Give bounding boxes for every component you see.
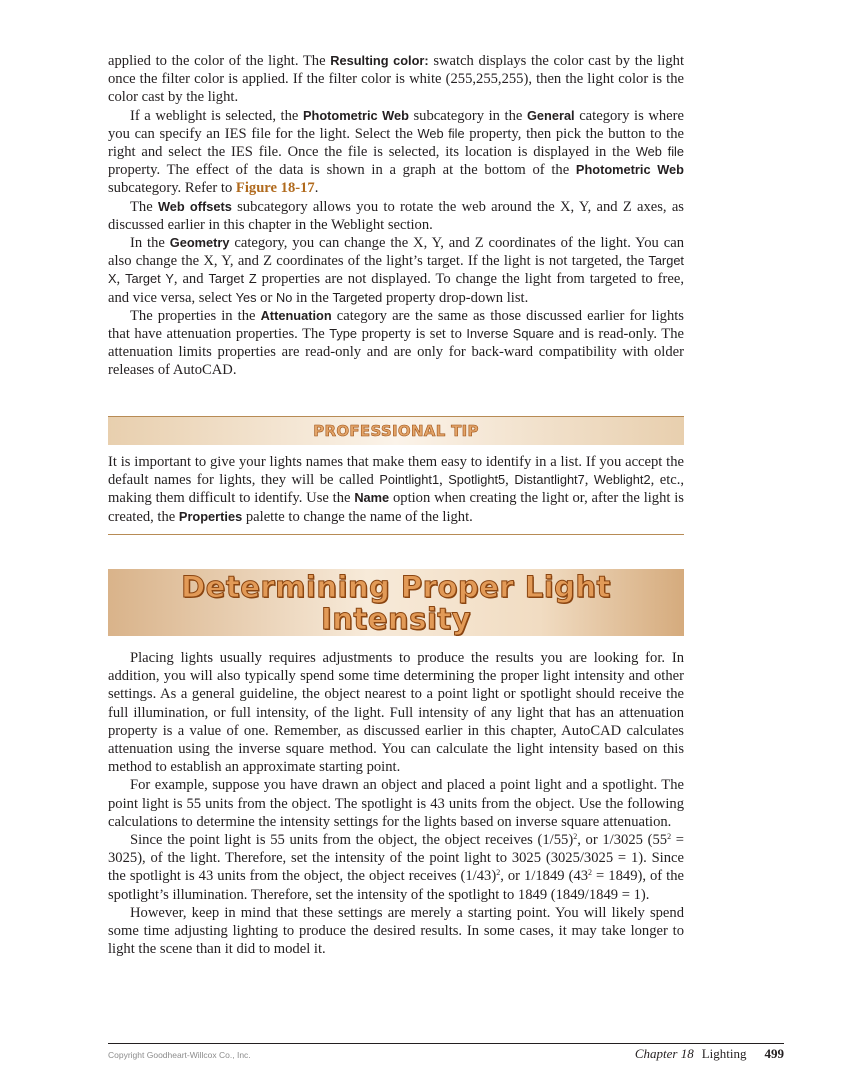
paragraph-example: For example, suppose you have drawn an object and placed a point light and a spotlight. The point light is 55 units from the object. The spotlight is 43 units from the object. Use the following calculations to determine the intensity settings for the lights based on inverse square attenuation. [108,777,684,830]
paragraph-geometry: In the Geometry category, you can change the X, Y, and Z coordinates of the light. You can also change the X, Y, and Z coordinates of the light’s target. If the light is not targeted, the Target X, Target Y, and Target Z properties are not displayed. To change the light from targeted to free, and vice versa, select Yes or No in the Targeted property drop-down list. [108,235,684,306]
paragraph-resulting-color: applied to the color of the light. The Resulting color: swatch displays the color cast by the light once the filter color is applied. If the filter color is white (255,255,255), then the light color is the color cast by the light. [108,53,685,106]
section-title [181,571,611,635]
professional-tip-text: It is important to give your lights names that make them easy to identify in a list. If you accept the default names for lights, they will be called Pointlight1, Spotlight5, Distantlight7, Weblight2, etc., making them difficult to identify. Use the Name option when creating the light or, after the light is created, the Properties palette to change the name of the light. [108,453,684,535]
running-footer [635,1046,784,1062]
term-general: General [526,107,575,123]
paragraph-web-offsets: The Web offsets subcategory allows you to rotate the web around the X, Y, and Z axes, as discussed earlier in this chapter in the Weblight section. [108,198,684,233]
term-target-z: Target Z [208,271,257,287]
paragraph-photometric-web: If a weblight is selected, the Photometric Web subcategory in the General category is where you can specify an IES file for the light. Select the Web file property, then pick the button to the right and select the IES file. Once the file is selected, its location is displayed in the Web file property. The effect of the data is shown in a graph at the bottom of the Photometric Web subcategory. Refer to Figure 18-17. [108,107,685,197]
copyright-notice: Copyright Goodheart-Willcox Co., Inc. [108,1050,251,1060]
professional-tip-box [108,416,684,535]
chapter-label: Chapter 18 [634,1046,694,1061]
term-inverse-square: Inverse Square [466,326,555,342]
term-attenuation: Attenuation [260,307,332,323]
section-heading-banner [108,569,684,636]
paragraph-placing-lights: Placing lights usually requires adjustments to produce the results you are looking for. In addition, you will also typically spend some time determining the proper light intensity and other settings. As a general guideline, the object nearest to a point light or spotlight should receive the full illumination, or full intensity, of the light. Full intensity of any light that has an attenuation property is a value of one. Remember, as discussed earlier in this chapter, AutoCAD calculates attenuation using the inverse square method. You can calculate the light intensity based on this method to establish an approximate starting point. [108,650,684,776]
term-pointlight1: Pointlight1 [379,472,440,488]
professional-tip-header [108,416,684,445]
term-photometric-web-2: Photometric Web [575,162,684,178]
term-web-file-2: Web file [635,144,685,160]
paragraph-calculation: Since the point light is 55 units from the object, the object receives $(1/55)^2$, or 1/3025 $(55^2 = 3025)$, of the light. Therefore, set the intensity of the point light to 3025 (3025/3025 = 1). Since the spotlight is 43 units from the object, the object receives $(1/43)^2$, or 1/1849 $(43^2 = 1849)$, of the spotlight’s illumination. Therefore, set the intensity of the spotlight to 1849 (1849/1849 = 1). [108,832,685,903]
term-spotlight5: Spotlight5 [448,472,506,488]
term-no: No [276,289,293,305]
term-yes: Yes [235,289,257,305]
term-name: Name [354,490,390,506]
bottom-body-text [108,649,684,958]
section-title-line1: Determining Proper Light [181,569,611,604]
term-target-x: Target X [108,253,684,287]
section-name: Lighting [701,1046,747,1061]
term-properties: Properties [178,508,243,524]
page-footer [108,1043,784,1061]
paragraph-starting-point: However, keep in mind that these settings are merely a starting point. You will likely spend some time adjusting lighting to produce the desired results. In some cases, it may take longer to light the scene than it did to model it. [108,904,684,958]
term-distantlight7: Distantlight7 [514,472,585,488]
term-web-offsets: Web offsets [157,198,232,214]
term-web-file: Web file [417,125,465,141]
term-resulting-color: Resulting color: [330,53,429,68]
paragraph-attenuation: The properties in the Attenuation category are the same as those discussed earlier for lights that have attenuation properties. The Type property is set to Inverse Square and is read-only. The attenuation limits properties are read-only and are only for back-ward compatibility with older releases of AutoCAD. [108,307,684,379]
page-number: 499 [764,1046,784,1061]
term-targeted: Targeted [332,289,383,305]
term-type: Type [329,326,358,342]
term-photometric-web: Photometric Web [302,107,409,123]
term-target-y: Target Y [125,271,174,287]
term-geometry: Geometry [169,235,230,251]
figure-reference-link[interactable]: Figure 18-17 [235,180,315,197]
term-weblight2: Weblight2 [593,472,651,488]
section-title-line2: Intensity [320,601,472,636]
top-body-text [108,52,684,380]
professional-tip-title: PROFESSIONAL TIP [313,422,479,440]
